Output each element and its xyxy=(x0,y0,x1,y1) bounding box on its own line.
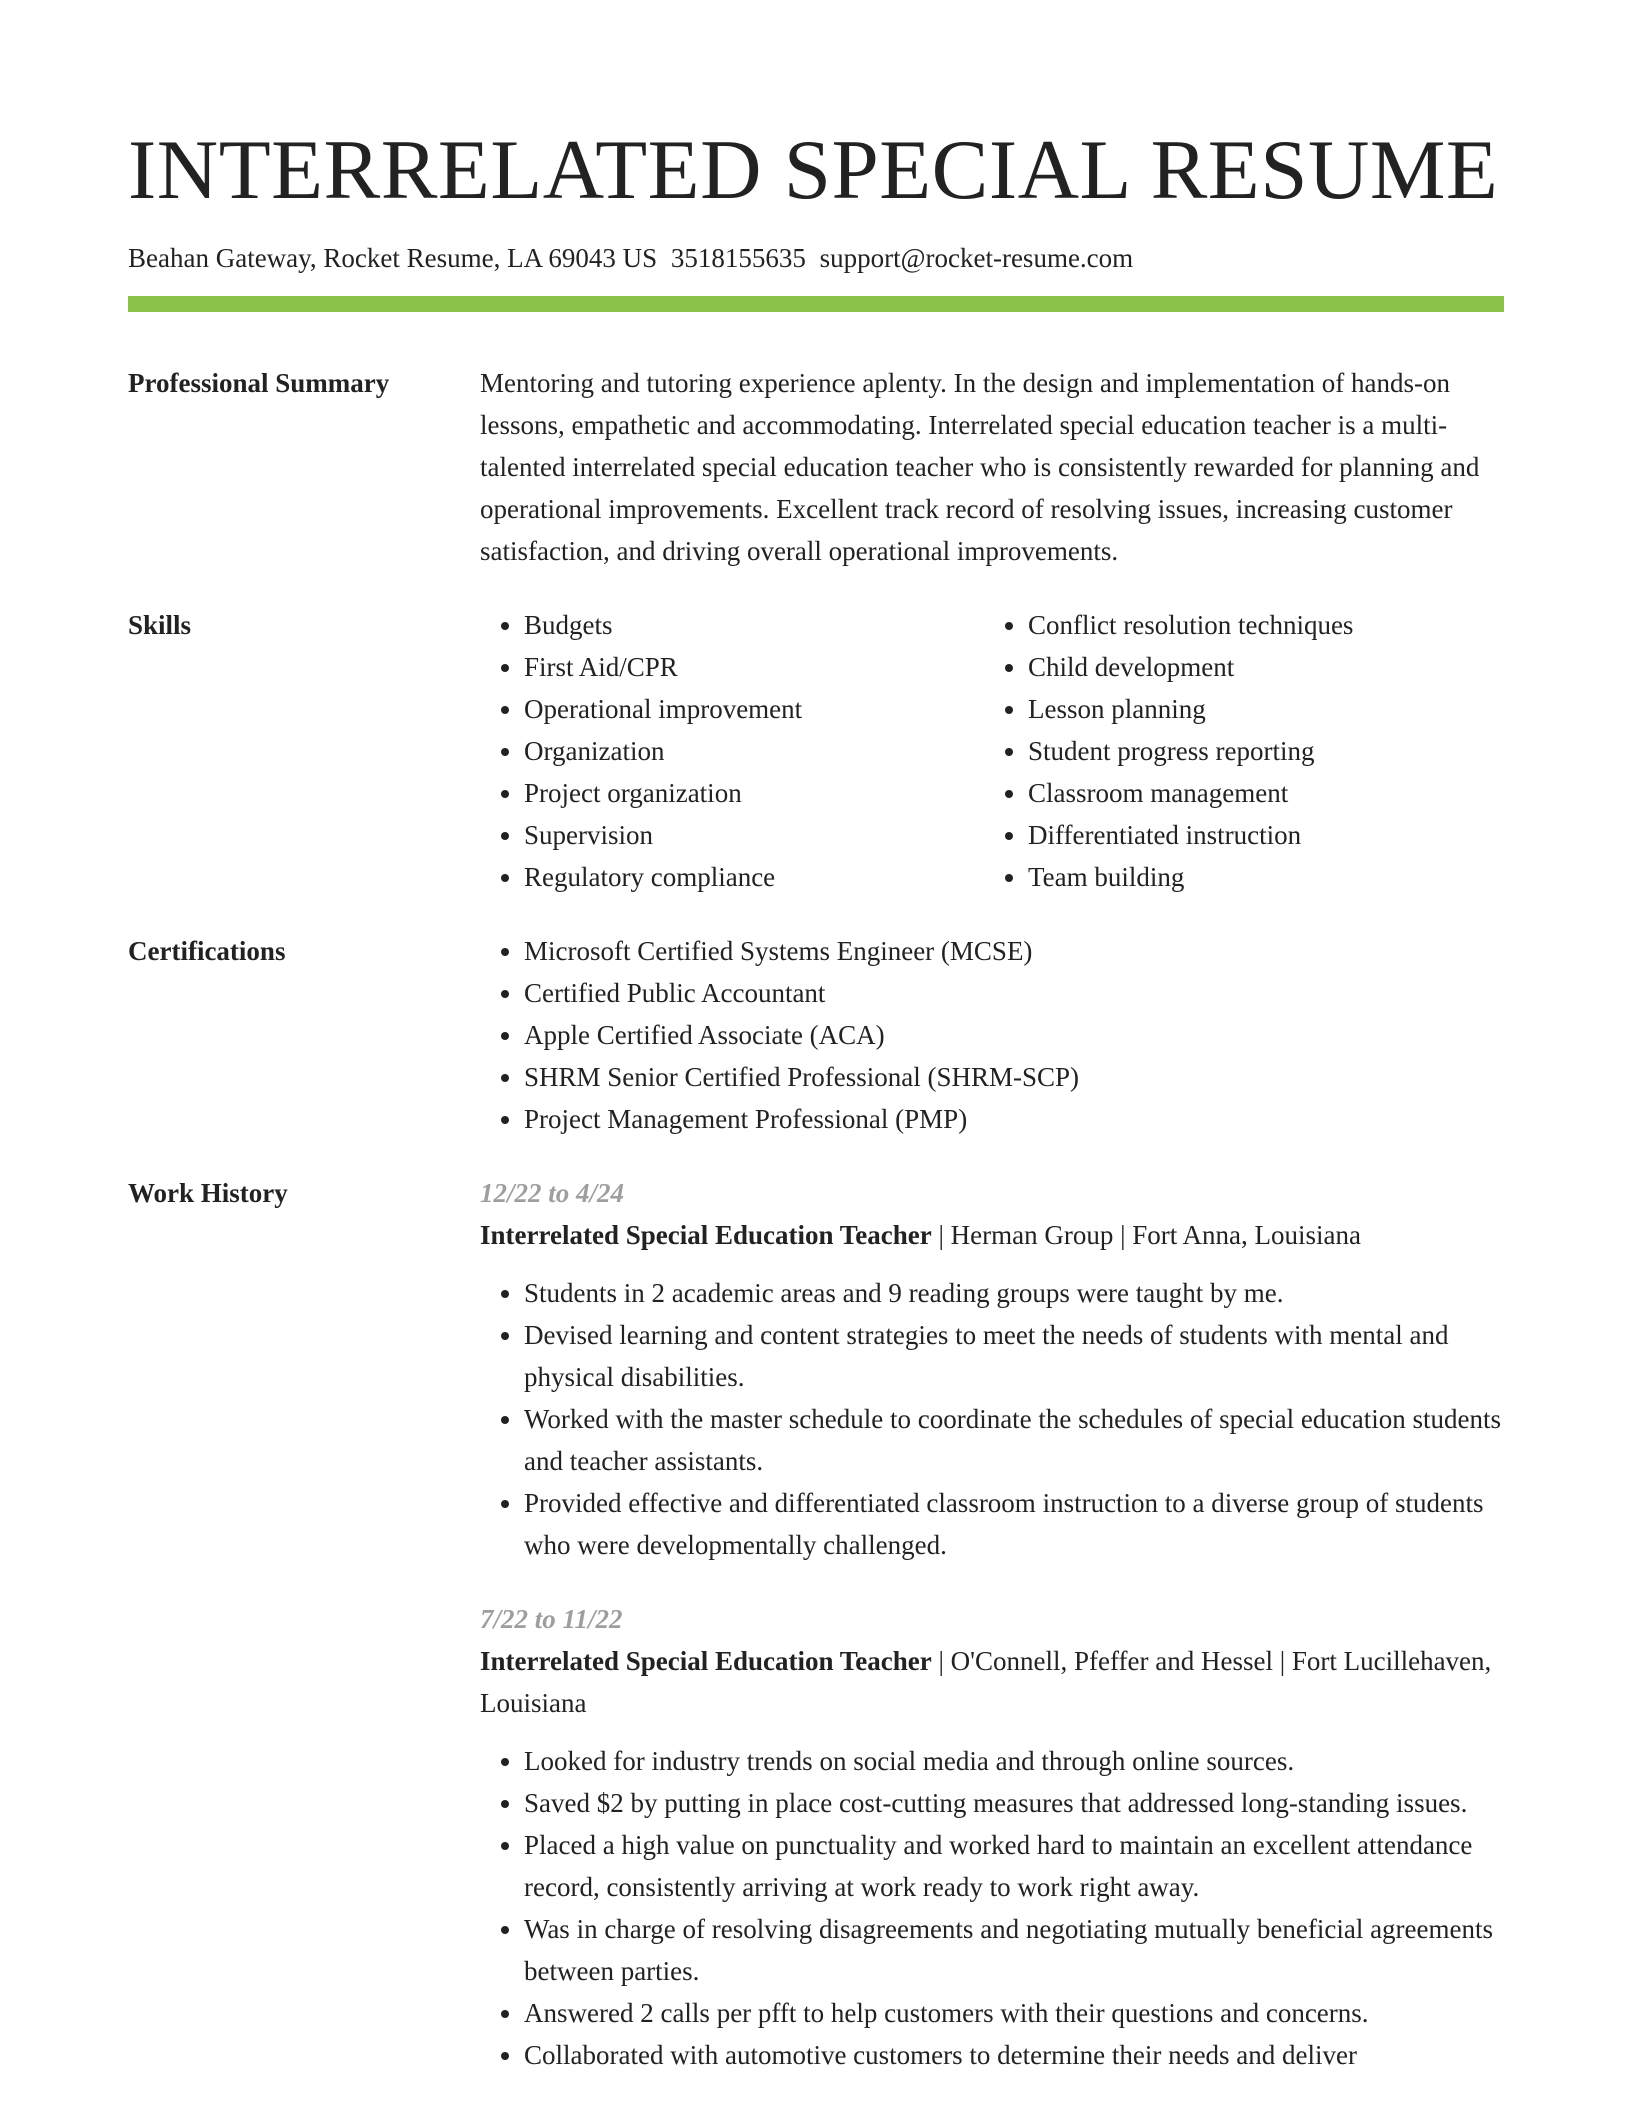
certification-item: • Microsoft Certified Systems Engineer (MCSE) xyxy=(524,930,1504,972)
section-label: Skills xyxy=(128,610,192,640)
skill-item: • Student progress reporting xyxy=(1028,730,1488,772)
skill-item: • Conflict resolution techniques xyxy=(1028,604,1488,646)
skill-item: • First Aid/CPR xyxy=(524,646,984,688)
skill-item: • Child development xyxy=(1028,646,1488,688)
job-bullet-list xyxy=(480,1272,1504,1566)
section-label: Work History xyxy=(128,1178,288,1208)
job-bullet: • Collaborated with automotive customers to determine their needs and deliver xyxy=(524,2034,1504,2076)
skills-column-2 xyxy=(984,604,1488,898)
section-label: Professional Summary xyxy=(128,368,390,398)
job-bullet: • Looked for industry trends on social media and through online sources. xyxy=(524,1740,1504,1782)
certification-item: • SHRM Senior Certified Professional (SHRM-SCP) xyxy=(524,1056,1504,1098)
job-bullet: • Saved $2 by putting in place cost-cutting measures that addressed long-standing issues. xyxy=(524,1782,1504,1824)
section-body xyxy=(480,930,1504,1140)
contact-line xyxy=(128,242,1504,274)
section-skills xyxy=(128,604,1504,898)
job-title-line xyxy=(480,1214,1504,1256)
contact-phone: 3518155635 xyxy=(670,243,806,273)
job-bullet: • Answered 2 calls per pfft to help customers with their questions and concerns. xyxy=(524,1992,1504,2034)
skill-item: • Differentiated instruction xyxy=(1028,814,1488,856)
job-details: | O'Connell, Pfeffer and Hessel | Fort Lucillehaven, Louisiana xyxy=(480,1646,1492,1718)
job-dates: 7/22 to 11/22 xyxy=(480,1604,623,1634)
job-title-line xyxy=(480,1640,1504,1724)
skill-item: • Team building xyxy=(1028,856,1488,898)
skill-item: • Regulatory compliance xyxy=(524,856,984,898)
resume-page xyxy=(128,0,1504,2076)
certification-item: • Certified Public Accountant xyxy=(524,972,1504,1014)
header-divider xyxy=(128,296,1504,312)
job-bullet: • Placed a high value on punctuality and worked hard to maintain an excellent attendance record, consistently arriving at work ready to work right away. xyxy=(524,1824,1504,1908)
section-body xyxy=(480,1172,1504,2076)
job-details: | Herman Group | Fort Anna, Louisiana xyxy=(931,1220,1361,1250)
job-bullet: • Was in charge of resolving disagreements and negotiating mutually beneficial agreements between parties. xyxy=(524,1908,1504,1992)
job-bullet-list xyxy=(480,1740,1504,2076)
section-body xyxy=(480,362,1504,572)
certification-item: • Apple Certified Associate (ACA) xyxy=(524,1014,1504,1056)
skill-item: • Lesson planning xyxy=(1028,688,1488,730)
skill-item: • Operational improvement xyxy=(524,688,984,730)
resume-name: INTERRELATED SPECIAL RESUME xyxy=(128,123,1499,217)
job-entry xyxy=(480,1172,1504,1566)
section-certifications xyxy=(128,930,1504,1140)
contact-email: support@rocket-resume.com xyxy=(819,243,1134,273)
skill-item: • Supervision xyxy=(524,814,984,856)
skill-item: • Budgets xyxy=(524,604,984,646)
job-bullet: • Students in 2 academic areas and 9 reading groups were taught by me. xyxy=(524,1272,1504,1314)
skills-column-1 xyxy=(480,604,984,898)
job-bullet: • Worked with the master schedule to coordinate the schedules of special education students and teacher assistants. xyxy=(524,1398,1504,1482)
certification-item: • Project Management Professional (PMP) xyxy=(524,1098,1504,1140)
skills-grid xyxy=(480,604,1504,898)
job-bullet: • Devised learning and content strategies to meet the needs of students with mental and physical disabilities. xyxy=(524,1314,1504,1398)
certification-list xyxy=(480,930,1504,1140)
summary-text: Mentoring and tutoring experience aplenty. In the design and implementation of hands-on lessons, empathetic and accommodating. Interrelated special education teacher is a multi-talented interrelated special education teacher who is consistently rewarded for planning and operational improvements. Excellent track record of resolving issues, increasing customer satisfaction, and driving overall operational improvements. xyxy=(480,368,1480,566)
job-entry xyxy=(480,1598,1504,2076)
skill-item: • Project organization xyxy=(524,772,984,814)
job-title: Interrelated Special Education Teacher xyxy=(480,1646,932,1676)
section-label: Certifications xyxy=(128,936,286,966)
job-bullet: • Provided effective and differentiated classroom instruction to a diverse group of students who were developmentally challenged. xyxy=(524,1482,1504,1566)
section-work-history xyxy=(128,1172,1504,2076)
contact-address: Beahan Gateway, Rocket Resume, LA 69043 US xyxy=(128,243,658,273)
job-dates: 12/22 to 4/24 xyxy=(480,1178,625,1208)
skill-item: • Organization xyxy=(524,730,984,772)
section-professional-summary xyxy=(128,362,1504,572)
skill-item: • Classroom management xyxy=(1028,772,1488,814)
job-title: Interrelated Special Education Teacher xyxy=(480,1220,932,1250)
